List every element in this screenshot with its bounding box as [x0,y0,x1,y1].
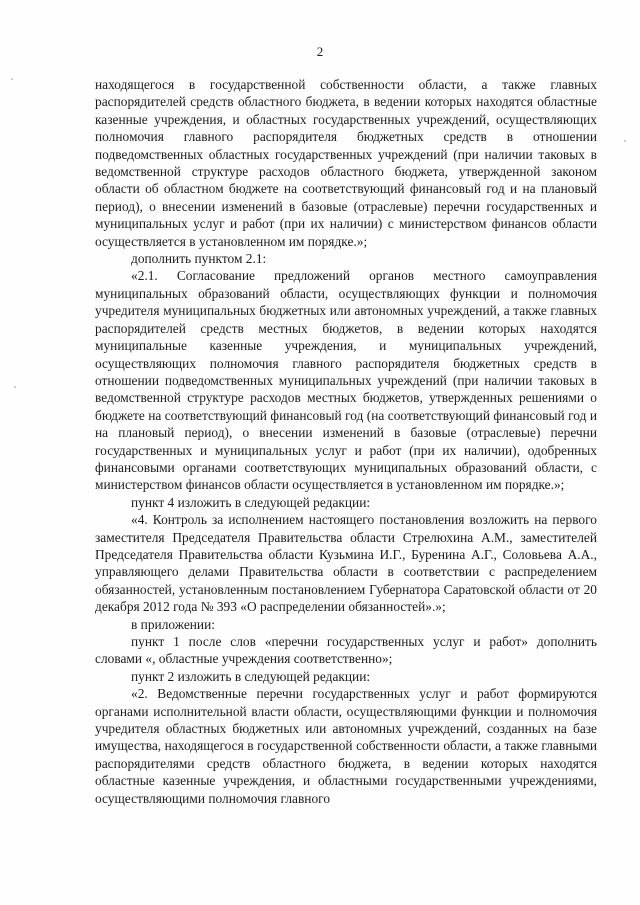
scan-speck [11,78,13,80]
scan-speck [14,386,16,388]
page-number: 2 [316,44,324,59]
paragraph-amendment-add-2-1: дополнить пунктом 2.1: [131,251,267,267]
paragraph-clause-4: «4. Контроль за исполнением настоящего постановления возложить на первого заместителя Председателя Правительства области Стрелюхина А.М., заместителей Председателя Правительства области Кузьмина И.Г., Буренина А.Г., Соловьева А.А., управляющего делами Правительства области в соответствии с распределением обязанностей, установленным постановлением Губернатора Саратовской области от 20 декабря 2012 года № 393 «О распределении обязанностей».»; [95,512,597,615]
document-body [95,76,597,807]
paragraph-clause-2: «2. Ведомственные перечни государственных услуг и работ формируются органами исполнительной власти области, осуществляющими функции и полномочия учредителя областных бюджетных или автономных учреждений, созданных на базе имущества, находящегося в государственной собственности области, а также главными распорядителями средств областного бюджета, в ведении которых находятся областные казенные учреждения, и областными государственными учреждениями, осуществляющими полномочия главного [95,686,597,806]
paragraph-amendment-item-2: пункт 2 изложить в следующей редакции: [131,668,371,684]
paragraph-appendix-item-1: пункт 1 после слов «перечни государственных услуг и работ» дополнить словами «, областные учреждения соответственно»; [95,634,597,667]
paragraph-in-appendix: в приложении: [131,616,215,632]
scan-speck [624,140,626,142]
paragraph-clause-2-1: «2.1. Согласование предложений органов местного самоуправления муниципальных образований области, осуществляющих функции и полномочия учредителя муниципальных бюджетных или автономных учреждений, а также главных распорядителей средств местных бюджетов, в ведении которых находятся муниципальные казенные учреждения, и муниципальных учреждений, осуществляющих полномочия главного распорядителя бюджетных средств в отношении подведомственных муниципальных учреждений (при наличии таковых в ведомственной структуре расходов местных бюджетов, утвержденных решениями о бюджете на соответствующий финансовый год (на соответствующий финансовый год и на плановый период), о внесении изменений в базовые (отраслевые) перечни государственных и муниципальных услуг и работ (при их наличии), одобренных финансовыми органами соответствующих муниципальных образований области, с министерством финансов области осуществляется в установленном им порядке.»; [95,268,597,493]
paragraph-amendment-item-4: пункт 4 изложить в следующей редакции: [131,494,371,510]
paragraph-continuation: находящегося в государственной собственности области, а также главных распорядителей средств областного бюджета, в ведении которых находятся областные казенные учреждения, и областных государственных учреждений, осуществляющих полномочия главного распорядителя бюджетных средств в отношении подведомственных областных государственных учреждений (при наличии таковых в ведомственной структуре расходов областного бюджета, утвержденной законом области об областном бюджете на соответствующий финансовый год и на плановый период), о внесении изменений в базовые (отраслевые) перечни государственных и муниципальных услуг и работ (при их наличии) с министерством финансов области осуществляется в установленном им порядке.»; [95,77,597,249]
